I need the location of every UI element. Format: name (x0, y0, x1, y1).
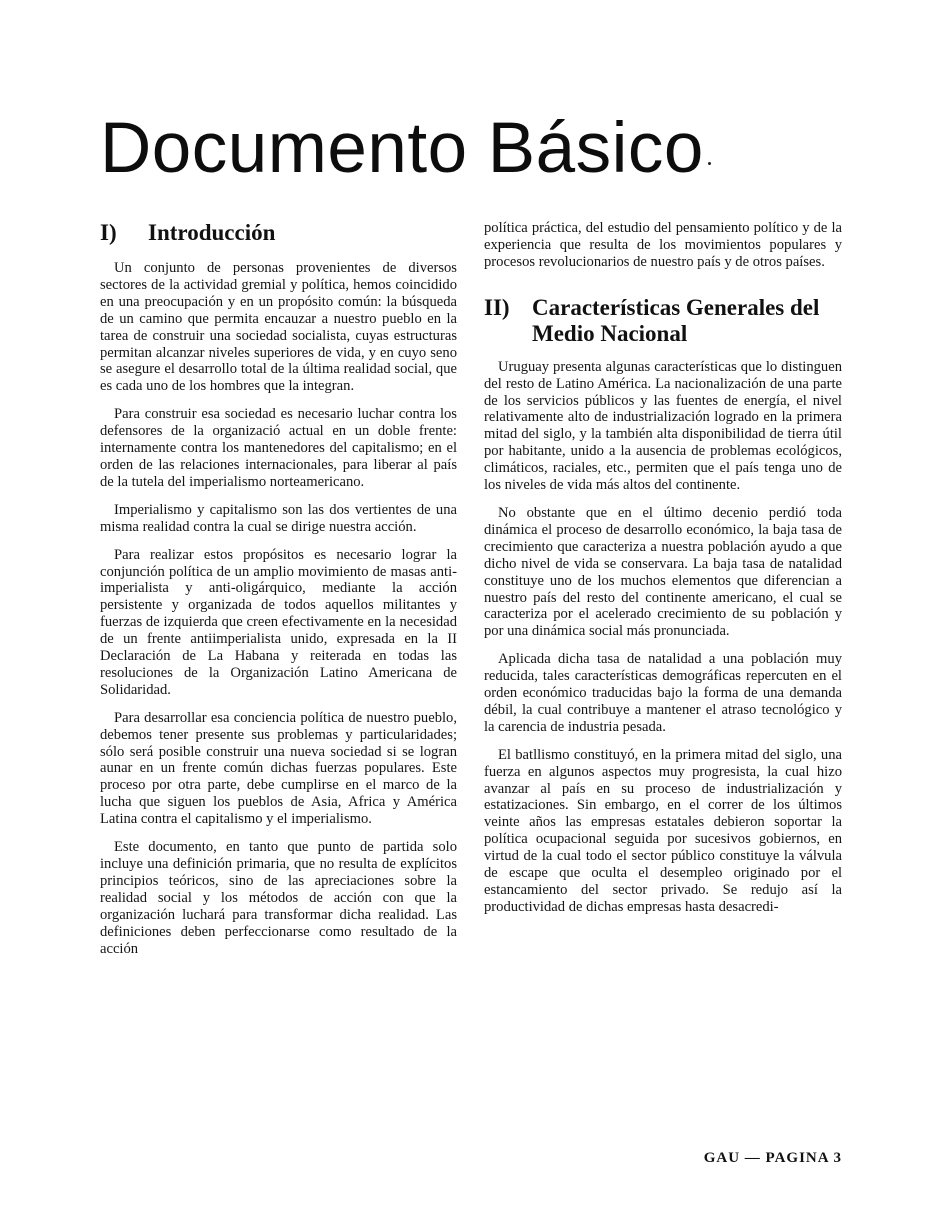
paragraph: El batllismo constituyó, en la primera mitad del siglo, una fuerza en algunos aspectos muy progresista, la cual hizo avanzar al país en su proceso de industrialización y estatizaciones. Sin embargo, en el correr de los últimos veinte años las empresas estatales debieron soportar la política ocupacional seguida por sucesivos gobiernos, en virtud de la cual todo el sector público constituye la válvula de escape que oculta el desempleo originado por el estancamiento del sector privado. Se redujo así la productividad de dichas empresas hasta desacredi- (484, 746, 842, 915)
print-speck (708, 162, 711, 165)
document-title: Documento Básico (100, 109, 704, 188)
paragraph: Aplicada dicha tasa de natalidad a una población muy reducida, tales características demográficas repercuten en el orden económico traducidas bajo la forma de una demanda débil, la cual contribuye a mantener el atraso tecnológico y la carencia de industria pesada. (484, 651, 842, 735)
section-title: Introducción (148, 220, 276, 245)
paragraph: Para desarrollar esa conciencia política de nuestro pueblo, debemos tener presente sus problemas y particularidades; sólo será posible construir una nueva sociedad si se logran aunar en un frente común dichas fuerzas populares. Este proceso por otra parte, debe cumplirse en el marco de la lucha que siguen los pueblos de Asia, Africa y América Latina contra el capitalismo y el imperialismo. (100, 709, 457, 828)
paragraph: Imperialismo y capitalismo son las dos vertientes de una misma realidad contra la cual se dirige nuestra acción. (100, 501, 457, 535)
paragraph: Un conjunto de personas provenientes de diversos sectores de la actividad gremial y política, hemos coincidido en una preocupación y en un propósito común: la búsqueda de un camino que permita encauzar a nuestro pueblo en la tarea de construir una sociedad socialista, cuyas estructuras permitan alcanzar niveles superiores de vida, y en cuyo seno se asegure el desarrollo total de la última realidad social, que es cada uno de los hombres que la integran. (100, 260, 457, 395)
left-column (100, 220, 457, 968)
page-footer: GAU — PAGINA 3 (703, 1150, 842, 1166)
paragraph: Para realizar estos propósitos es necesario lograr la conjunción política de un amplio movimiento de masas anti-imperialista y anti-oligárquico, mediante la acción persistente y organizada de todos aquellos militantes y fuerzas de izquierda que creen efectivamente en la necesidad de un frente antiimperialista unido, expresada en la II Declaración de La Habana y reiterada en todas las resoluciones de la Organización Latino Americana de Solidaridad. (100, 546, 457, 698)
section-title: Características Generales del Medio Nacional (532, 294, 820, 346)
paragraph: Para construir esa sociedad es necesario luchar contra los defensores de la organizació actual en un doble frente: internamente contra los mantenedores del capitalismo; en el orden de las relaciones internacionales, para liberar al país de la tutela del imperialismo norteamericano. (100, 406, 457, 490)
section-number: I) (100, 220, 117, 245)
right-column (484, 220, 842, 927)
paragraph: Este documento, en tanto que punto de partida solo incluye una definición primaria, que no resulta de explícitos principios teóricos, sino de las apreciaciones sobre la realidad social y los métodos de acción con que la organización luchará para transformar dicha realidad. Las definiciones deben perfeccionarse como resultado de la acción (100, 839, 457, 957)
section-heading-caracteristicas (484, 295, 842, 347)
section-number: II) (484, 294, 510, 320)
paragraph: No obstante que en el último decenio perdió toda dinámica el proceso de desarrollo económico, la baja tasa de crecimiento que caracteriza a nuestra población ayudo a que dicho nivel de vida se conservara. La baja tasa de natalidad constituye uno de los muchos elementos que diferencian a nuestro país del resto del continente americano, el cual se caracteriza por el acelerado crecimiento de su población y por una dinámica social más pronunciada. (484, 504, 842, 640)
paragraph: Uruguay presenta algunas características que lo distinguen del resto de Latino América. La nacionalización de una parte de los servicios públicos y las fuentes de energía, el nivel relativamente alto de industrialización logrado en la primera mitad del siglo, y la también alta disponibilidad de tierra útil por habitante, unido a la ausencia de problemas ecológicos, climáticos, raciales, etc., permiten que el país tenga uno de los niveles de vida más altos del continente. (484, 358, 842, 494)
section-heading-introduccion (100, 220, 457, 246)
continued-paragraph: política práctica, del estudio del pensamiento político y de la experiencia que resulta de los movimientos populares y procesos revolucionarios de nuestro país y de otros países. (484, 220, 842, 270)
